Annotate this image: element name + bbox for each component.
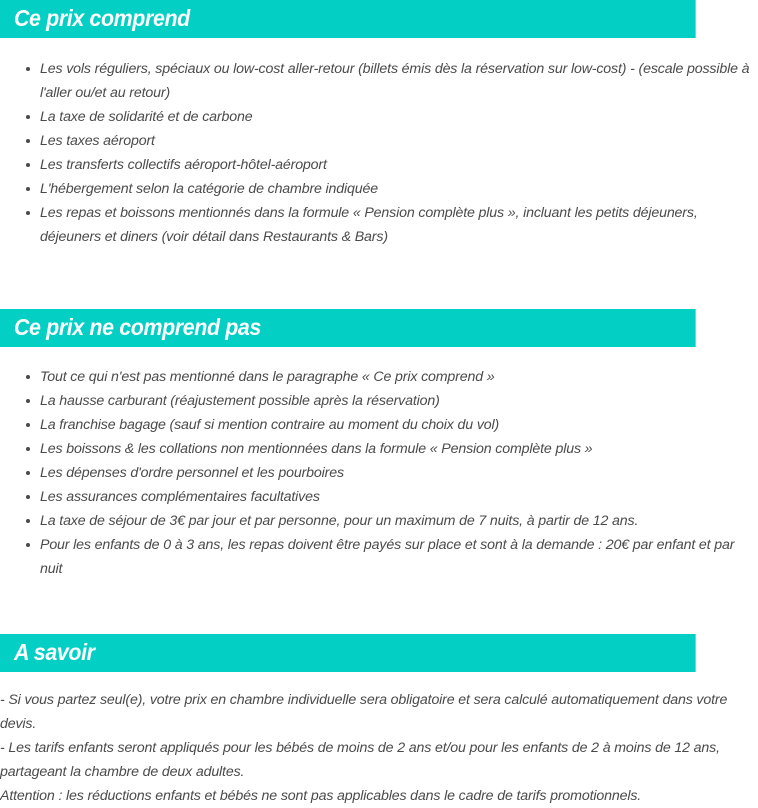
list-item: Les dépenses d'ordre personnel et les pourboires [0, 461, 758, 485]
list-item: La franchise bagage (sauf si mention contraire au moment du choix du vol) [0, 413, 758, 437]
list-item: Les repas et boissons mentionnés dans la formule « Pension complète plus », incluant les petits déjeuners, déjeuners et diners (voir détail dans Restaurants & Bars) [0, 201, 758, 249]
list-item: Les boissons & les collations non mentionnées dans la formule « Pension complète plus » [0, 437, 758, 461]
note-line: - Si vous partez seul(e), votre prix en chambre individuelle sera obligatoire et sera calculé automatiquement dans votre devis. [0, 692, 728, 732]
section-header-ce-prix-comprend [0, 0, 696, 38]
list-item: Tout ce qui n'est pas mentionné dans le paragraphe « Ce prix comprend » [0, 365, 758, 389]
section-a-savoir [0, 634, 758, 808]
list-item: Les assurances complémentaires facultatives [0, 485, 758, 509]
list-item: Les taxes aéroport [0, 129, 758, 153]
section-spacer [0, 249, 758, 309]
section-header-a-savoir [0, 634, 696, 672]
section-title: Ce prix comprend [13, 5, 190, 31]
section-title: Ce prix ne comprend pas [13, 314, 261, 340]
section-header-ce-prix-ne-comprend-pas [0, 309, 696, 347]
list-item: Pour les enfants de 0 à 3 ans, les repas doivent être payés sur place et sont à la demande : 20€ par enfant et par nuit [0, 533, 758, 581]
note-line: Attention : les réductions enfants et bébés ne sont pas applicables dans le cadre de tarifs promotionnels. [0, 788, 642, 804]
inclusions-list [0, 57, 758, 249]
section-body-ce-prix-comprend [0, 38, 758, 249]
section-ce-prix-ne-comprend-pas [0, 309, 758, 581]
note-line: - Les tarifs enfants seront appliqués pour les bébés de moins de 2 ans et/ou pour les enfants de 2 à moins de 12 ans, partageant la chambre de deux adultes. [0, 740, 720, 780]
list-item: La taxe de solidarité et de carbone [0, 105, 758, 129]
list-item: Les transferts collectifs aéroport-hôtel-aéroport [0, 153, 758, 177]
list-item: La taxe de séjour de 3€ par jour et par personne, pour un maximum de 7 nuits, à partir de 12 ans. [0, 509, 758, 533]
exclusions-list [0, 365, 758, 581]
section-body-ce-prix-ne-comprend-pas [0, 347, 758, 581]
list-item: Les vols réguliers, spéciaux ou low-cost aller-retour (billets émis dès la réservation sur low-cost) - (escale possible à l'aller ou/et au retour) [0, 57, 758, 105]
section-title: A savoir [13, 639, 95, 665]
section-spacer [0, 581, 758, 634]
section-ce-prix-comprend [0, 0, 758, 249]
list-item: L'hébergement selon la catégorie de chambre indiquée [0, 177, 758, 201]
list-item: La hausse carburant (réajustement possible après la réservation) [0, 389, 758, 413]
section-body-a-savoir [0, 672, 758, 808]
